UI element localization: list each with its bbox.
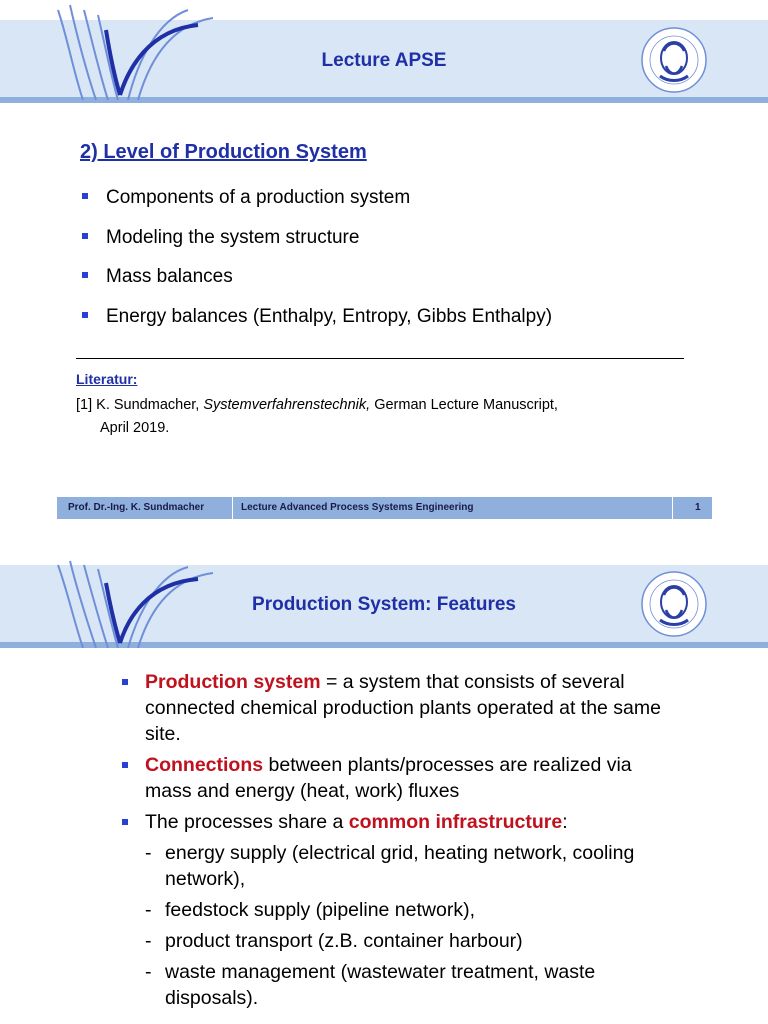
bullet-square-icon xyxy=(82,193,88,199)
list-item: Production system = a system that consists of several connected chemical production plants operated at the same site. xyxy=(120,669,680,747)
university-seal-icon xyxy=(640,26,708,94)
footer-separator xyxy=(232,497,233,519)
bullet-square-icon xyxy=(122,679,128,685)
footer-course: Lecture Advanced Process Systems Engineering xyxy=(241,502,474,513)
divider-line xyxy=(76,358,684,359)
bullet-square-icon xyxy=(82,233,88,239)
list-item: The processes share a common infrastructure: xyxy=(120,809,680,835)
bullet-square-icon xyxy=(82,272,88,278)
section-heading: 2) Level of Production System xyxy=(80,141,367,163)
sub-list-item: - waste management (wastewater treatment, waste disposals). xyxy=(145,961,596,1009)
literature-reference: [1] K. Sundmacher, Systemverfahrenstechnik, German Lecture Manuscript, April 2019. xyxy=(76,397,558,436)
slide-2 xyxy=(0,543,768,1024)
list-item: Modeling the system structure xyxy=(80,218,552,258)
sub-list-item: - product transport (z.B. container harbour) xyxy=(145,930,523,952)
list-item: Energy balances (Enthalpy, Entropy, Gibbs Enthalpy) xyxy=(80,297,552,337)
bullet-square-icon xyxy=(122,762,128,768)
list-item: Components of a production system xyxy=(80,178,552,218)
sub-list-item: - feedstock supply (pipeline network), xyxy=(145,899,475,921)
list-item: Connections between plants/processes are realized via mass and energy (heat, work) fluxes xyxy=(120,752,680,804)
slide-footer xyxy=(57,497,712,519)
feature-list xyxy=(120,669,680,1016)
footer-page-number: 1 xyxy=(695,502,701,513)
bullet-square-icon xyxy=(82,312,88,318)
slide-title: Production System: Features xyxy=(252,594,516,615)
bullet-square-icon xyxy=(122,819,128,825)
sub-list-item: - energy supply (electrical grid, heating network, cooling network), xyxy=(145,842,635,890)
university-seal-icon xyxy=(640,570,708,638)
footer-author: Prof. Dr.-Ing. K. Sundmacher xyxy=(68,502,205,513)
slide-title: Lecture APSE xyxy=(321,50,447,71)
literature-label: Literatur: xyxy=(76,371,138,387)
footer-separator xyxy=(672,497,673,519)
topic-list xyxy=(80,178,552,336)
list-item: Mass balances xyxy=(80,257,552,297)
